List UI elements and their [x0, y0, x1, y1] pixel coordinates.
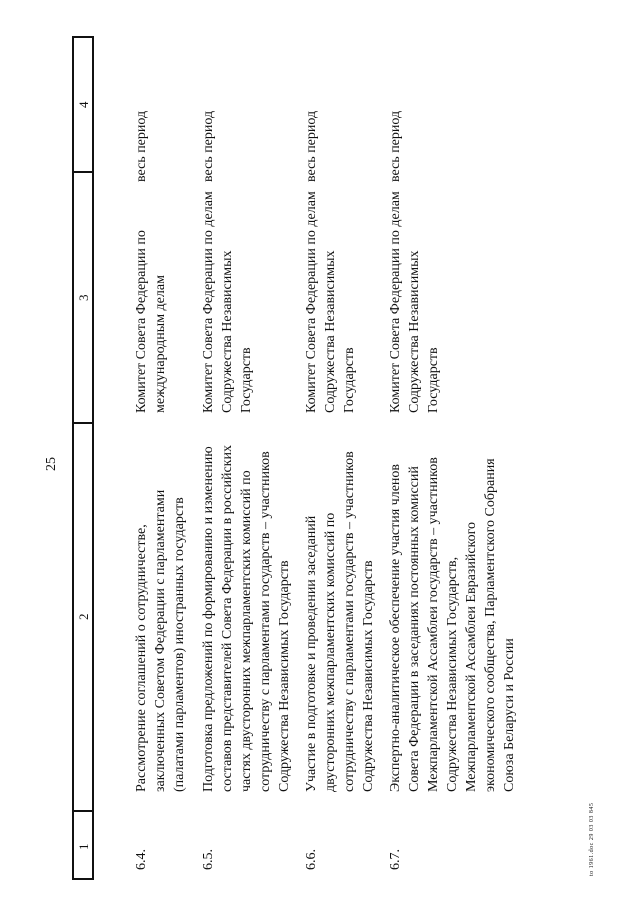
header-col-2: 2: [76, 613, 91, 620]
header-divider-1: [72, 810, 94, 812]
table-top-border: [72, 36, 74, 880]
header-divider-2: [72, 422, 94, 424]
footer-document-code: to 1961.doc 29 03 03 845: [589, 802, 595, 876]
row-number-6-7: 6.7.: [388, 849, 403, 870]
row-6-5-description: Подготовка предложений по формированию и изменению составов представителей Совета Федерации в российских частях двусторонних межпарламентских комиссий по сотрудничеству с парламентами государств – участников Содружества Независимых Государств: [201, 445, 292, 792]
header-left-border: [72, 878, 94, 880]
row-6-7-responsible: Комитет Совета Федерации по делам Содружества Независимых Государств: [388, 191, 441, 413]
row-6-5-responsible: Комитет Совета Федерации по делам Содружества Независимых Государств: [201, 191, 254, 413]
header-col-4: 4: [76, 101, 91, 108]
row-6-4-responsible: Комитет Совета Федерации по международным делам: [134, 230, 168, 413]
row-6-4-description: Рассмотрение соглашений о сотрудничестве, заключенных Советом Федерации с парламентами (палатами парламентов) иностранных государств: [134, 489, 187, 792]
row-6-7-term: весь период: [388, 110, 403, 182]
row-6-6-term: весь период: [304, 110, 319, 182]
page-number: 25: [44, 457, 59, 471]
row-6-6-description: Участие в подготовке и проведении заседаний двусторонних межпарламентских комиссий по сотрудничеству с парламентами государств – участников Содружества Независимых Государств: [304, 451, 376, 792]
row-number-6-5: 6.5.: [201, 849, 216, 870]
header-col-3: 3: [76, 294, 91, 301]
header-right-border: [72, 36, 94, 38]
row-6-6-responsible: Комитет Совета Федерации по делам Содружества Независимых Государств: [304, 191, 357, 413]
row-number-6-4: 6.4.: [134, 849, 149, 870]
row-6-7-description: Экспертно-аналитическое обеспечение участия членов Совета Федерации в заседаниях постоянных комиссий Межпарламентской Ассамблеи государств – участников Содружества Независимых Государств, Межпарламентской Ассамблеи Евразийского экономического сообщества, Парламентского Собрания Союза Беларуси и России: [388, 457, 517, 792]
header-divider-3: [72, 171, 94, 173]
row-6-5-term: весь период: [201, 110, 216, 182]
row-number-6-6: 6.6.: [304, 849, 319, 870]
row-6-4-term: весь период: [134, 110, 149, 182]
header-col-1: 1: [76, 843, 91, 850]
header-bottom-border: [92, 36, 94, 880]
